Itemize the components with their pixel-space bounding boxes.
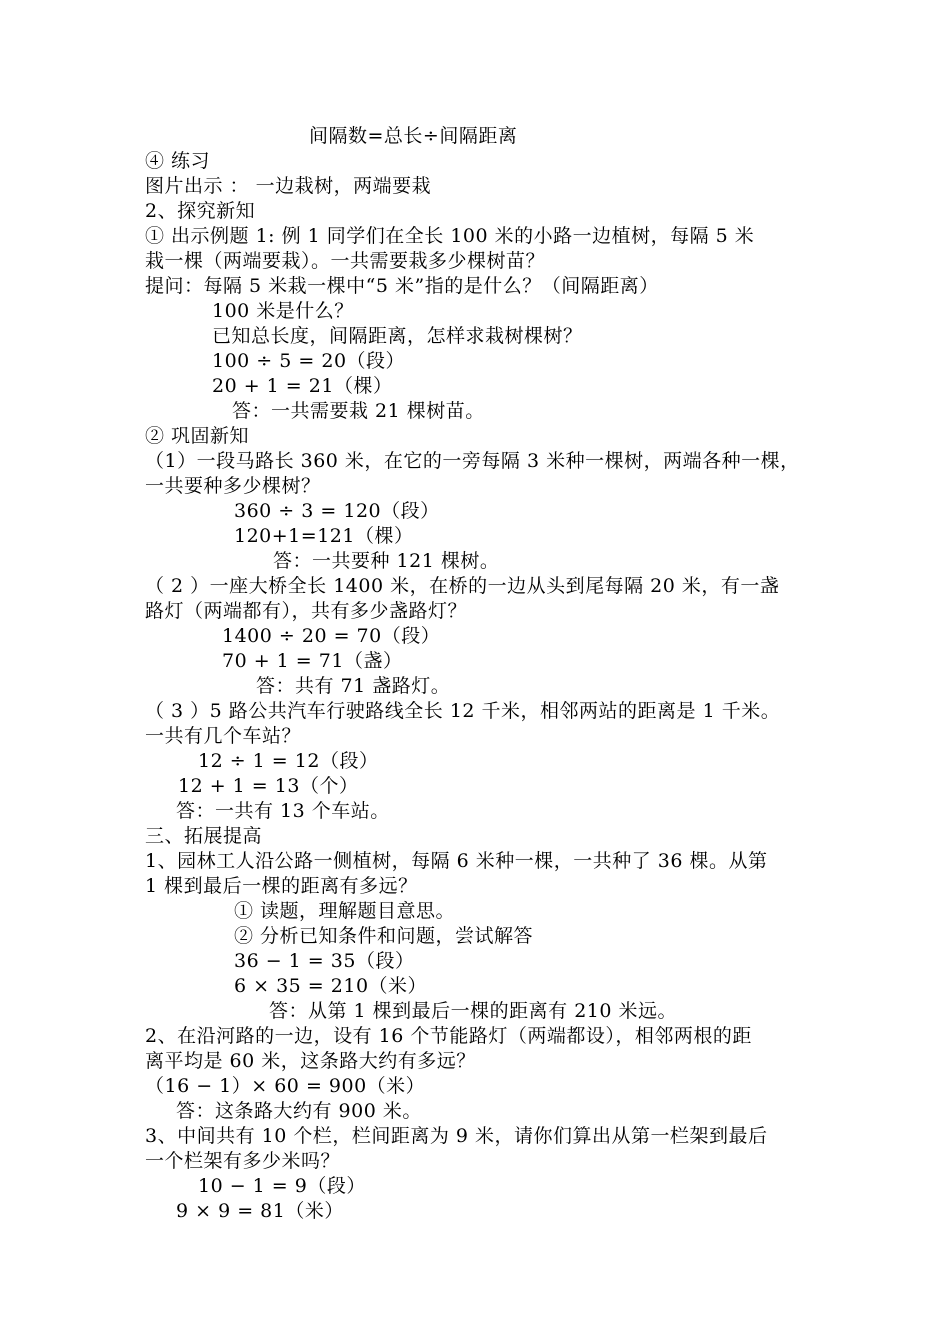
calculation-line: 10 − 1 = 9（段） (198, 1175, 366, 1197)
problem-line: 3、中间共有 10 个栏，栏间距离为 9 米，请你们算出从第一栏架到最后 (145, 1125, 768, 1147)
section-heading: ② 巩固新知 (145, 425, 250, 447)
answer-line: 答：一共要种 121 棵树。 (273, 550, 500, 572)
calculation-line: （16 − 1）× 60 = 900（米） (145, 1075, 426, 1097)
calculation-line: 1400 ÷ 20 = 70（段） (222, 625, 441, 647)
question-line: 已知总长度，间隔距离，怎样求栽树棵树？ (212, 325, 583, 347)
problem-line: 一共有几个车站？ (145, 725, 302, 747)
calculation-line: 100 ÷ 5 = 20（段） (212, 350, 406, 372)
calculation-line: 12 ÷ 1 = 12（段） (198, 750, 379, 772)
answer-line: 答：一共有 13 个车站。 (176, 800, 390, 822)
calculation-line: 9 × 9 = 81（米） (176, 1200, 344, 1222)
section-heading: 三、拓展提高 (145, 825, 263, 847)
problem-line: 一个栏架有多少米吗？ (145, 1150, 341, 1172)
problem-line: 2、在沿河路的一边，设有 16 个节能路灯（两端都设），相邻两根的距 (145, 1025, 752, 1047)
calculation-line: 12 + 1 = 13（个） (178, 775, 359, 797)
problem-line: （ 2 ）一座大桥全长 1400 米，在桥的一边从头到尾每隔 20 米，有一盏 (145, 575, 780, 597)
formula-line: 间隔数=总长÷间隔距离 (309, 125, 518, 147)
calculation-line: 20 + 1 = 21（棵） (212, 375, 393, 397)
calculation-line: 6 × 35 = 210（米） (234, 975, 428, 997)
section-heading: 2、探究新知 (145, 200, 256, 222)
calculation-line: 120+1=121（棵） (234, 525, 414, 547)
calculation-line: 360 ÷ 3 = 120（段） (234, 500, 440, 522)
calculation-line: 70 + 1 = 71（盏） (222, 650, 403, 672)
step-line: ① 读题，理解题目意思。 (234, 900, 456, 922)
question-line: 100 米是什么？ (212, 300, 354, 322)
problem-line: 路灯（两端都有），共有多少盏路灯？ (145, 600, 468, 622)
answer-line: 答：一共需要栽 21 棵树苗。 (232, 400, 485, 422)
problem-line: 1、园林工人沿公路一侧植树，每隔 6 米种一棵，一共种了 36 棵。从第 (145, 850, 768, 872)
calculation-line: 36 − 1 = 35（段） (234, 950, 415, 972)
answer-line: 答：共有 71 盏路灯。 (256, 675, 451, 697)
problem-line: （ 3 ）5 路公共汽车行驶路线全长 12 千米，相邻两站的距离是 1 千米。 (145, 700, 781, 722)
problem-line: ① 出示例题 1: 例 1 同学们在全长 100 米的小路一边植树，每隔 5 米 (145, 225, 755, 247)
step-line: ② 分析已知条件和问题，尝试解答 (234, 925, 534, 947)
text-line: 图片出示 ： 一边栽树，两端要栽 (145, 175, 432, 197)
question-line: 提问：每隔 5 米栽一棵中“5 米”指的是什么？（间隔距离） (145, 275, 659, 297)
answer-line: 答：这条路大约有 900 米。 (176, 1100, 422, 1122)
problem-line: 1 棵到最后一棵的距离有多远？ (145, 875, 418, 897)
section-heading: ④ 练习 (145, 150, 211, 172)
problem-line: （1）一段马路长 360 米，在它的一旁每隔 3 米种一棵树，两端各种一棵， (145, 450, 800, 472)
answer-line: 答：从第 1 棵到最后一棵的距离有 210 米远。 (269, 1000, 678, 1022)
problem-line: 栽一棵（两端要栽）。一共需要栽多少棵树苗？ (145, 250, 546, 272)
problem-line: 离平均是 60 米，这条路大约有多远？ (145, 1050, 476, 1072)
problem-line: 一共要种多少棵树？ (145, 475, 321, 497)
